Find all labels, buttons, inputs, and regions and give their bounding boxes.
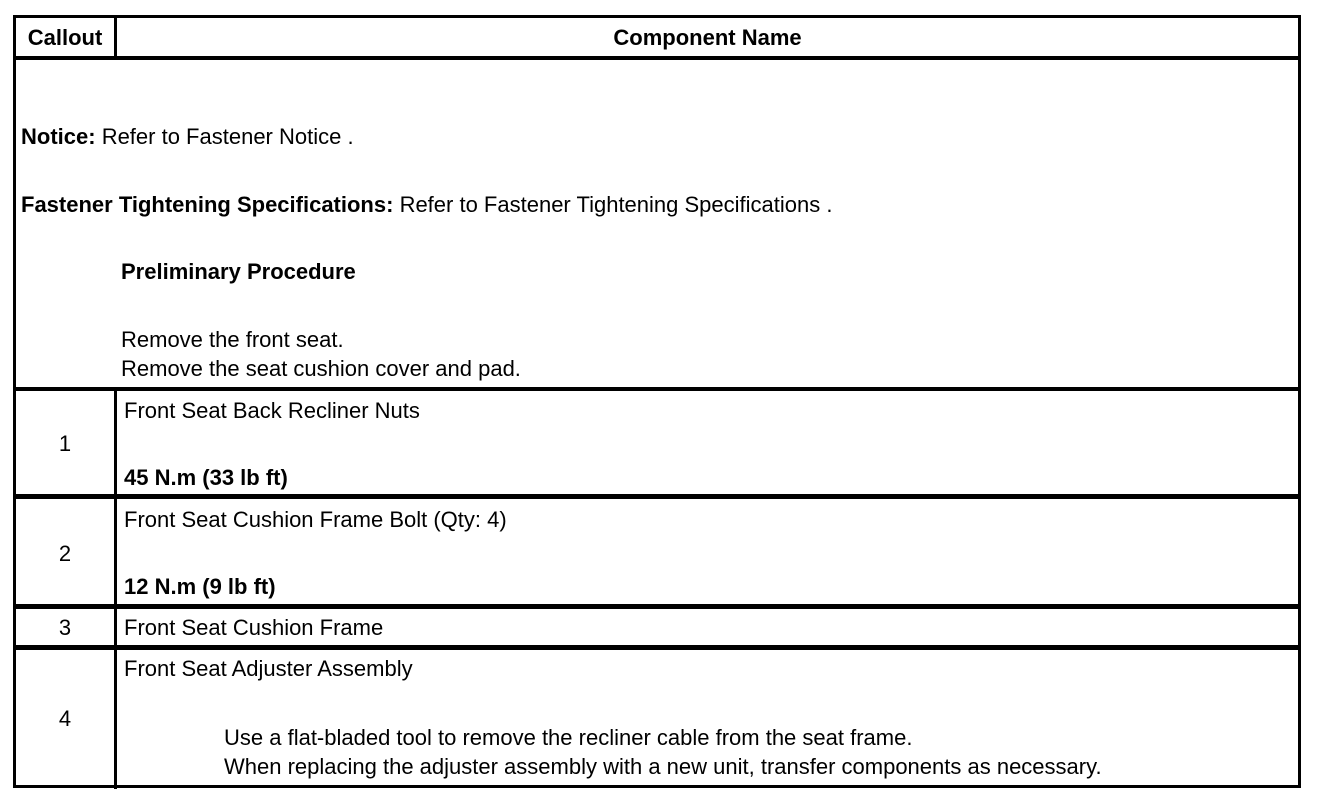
procedure-step: Remove the front seat. [121, 327, 344, 352]
component-name: Front Seat Cushion Frame Bolt (Qty: 4) [124, 507, 507, 532]
row-divider [16, 387, 1298, 391]
callout-number: 1 [58, 431, 72, 456]
callout-number: 4 [58, 706, 72, 731]
notice-text: Refer to Fastener Notice . [101, 124, 354, 149]
notice-label: Notice: [21, 124, 96, 149]
row-divider [16, 604, 1298, 609]
callout-number: 2 [58, 541, 72, 566]
component-name: Front Seat Back Recliner Nuts [124, 398, 420, 423]
component-name: Front Seat Cushion Frame [124, 615, 384, 640]
callout-number: 3 [58, 615, 72, 640]
component-note: When replacing the adjuster assembly with a new unit, transfer components as necessary. [224, 754, 1102, 779]
component-note: Use a flat-bladed tool to remove the recliner cable from the seat frame. [224, 725, 913, 750]
fastener-spec-text: Refer to Fastener Tightening Specifications . [399, 192, 833, 217]
row-divider [16, 56, 1298, 60]
fastener-spec-line [21, 192, 832, 218]
component-table [13, 15, 1301, 788]
procedure-step: Remove the seat cushion cover and pad. [121, 356, 521, 381]
notice-line [21, 124, 354, 150]
torque-spec: 45 N.m (33 lb ft) [124, 465, 288, 490]
header-callout: Callout [27, 25, 103, 50]
fastener-spec-label: Fastener Tightening Specifications: [21, 192, 394, 217]
component-name: Front Seat Adjuster Assembly [124, 656, 413, 681]
torque-spec: 12 N.m (9 lb ft) [124, 574, 276, 599]
preliminary-procedure-heading: Preliminary Procedure [121, 259, 356, 284]
row-divider [16, 645, 1298, 650]
column-divider [114, 389, 117, 789]
header-component-name: Component Name [613, 25, 802, 50]
row-divider [16, 494, 1298, 499]
